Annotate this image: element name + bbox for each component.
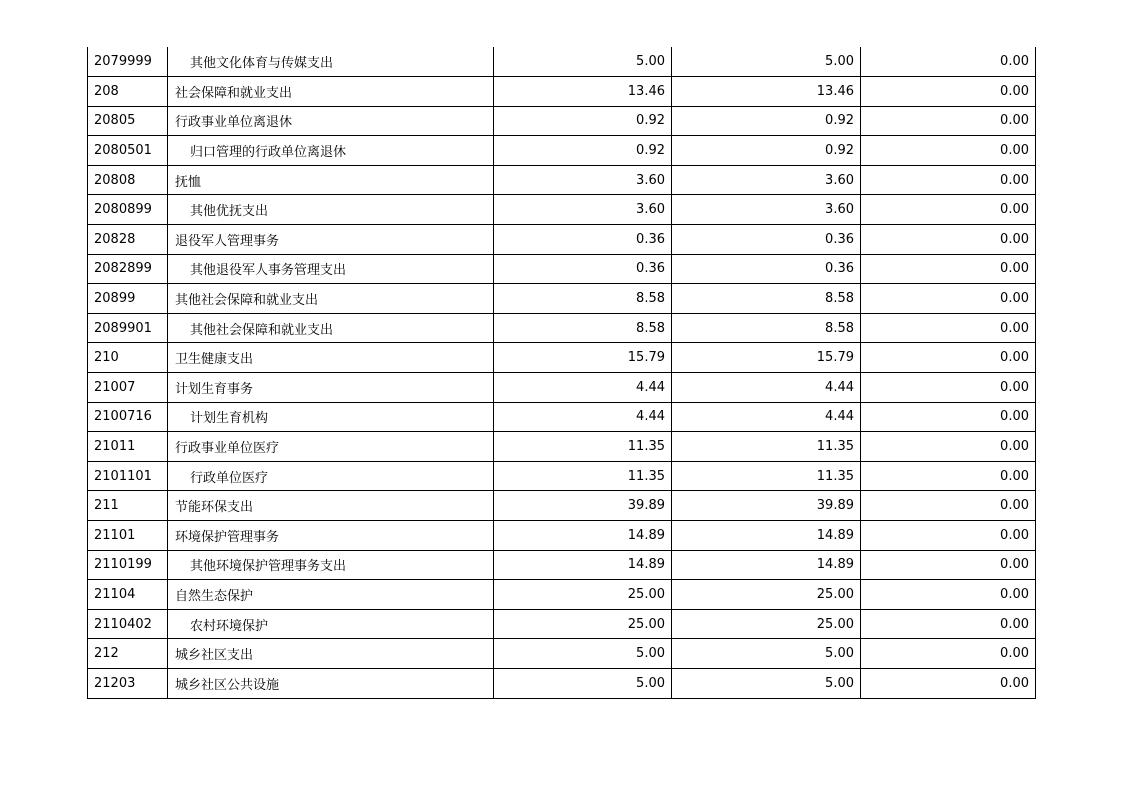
table-body: [88, 47, 1036, 698]
amount-project-cell: 0.00: [861, 254, 1036, 284]
account-code-cell: 20828: [88, 225, 168, 255]
amount-total-cell: 5.00: [494, 639, 672, 669]
amount-total-cell: 8.58: [494, 284, 672, 314]
account-code-cell: 2100716: [88, 402, 168, 432]
account-name-cell: 节能环保支出: [168, 491, 494, 521]
amount-basic-cell: 14.89: [672, 550, 861, 580]
account-code-cell: 2089901: [88, 313, 168, 343]
table-row: [88, 461, 1036, 491]
amount-project-cell: 0.00: [861, 639, 1036, 669]
account-name-cell: 其他退役军人事务管理支出: [168, 254, 494, 284]
amount-project-cell: 0.00: [861, 136, 1036, 166]
table-row: [88, 254, 1036, 284]
account-name-cell: 退役军人管理事务: [168, 225, 494, 255]
amount-basic-cell: 3.60: [672, 195, 861, 225]
amount-total-cell: 5.00: [494, 47, 672, 77]
amount-basic-cell: 13.46: [672, 77, 861, 107]
amount-total-cell: 39.89: [494, 491, 672, 521]
account-code-cell: 2080501: [88, 136, 168, 166]
account-code-cell: 211: [88, 491, 168, 521]
amount-project-cell: 0.00: [861, 106, 1036, 136]
table-row: [88, 373, 1036, 403]
amount-project-cell: 0.00: [861, 373, 1036, 403]
amount-basic-cell: 5.00: [672, 639, 861, 669]
amount-basic-cell: 39.89: [672, 491, 861, 521]
account-name-cell: 其他环境保护管理事务支出: [168, 550, 494, 580]
amount-basic-cell: 4.44: [672, 402, 861, 432]
account-code-cell: 2110402: [88, 609, 168, 639]
amount-basic-cell: 15.79: [672, 343, 861, 373]
amount-total-cell: 8.58: [494, 313, 672, 343]
account-name-cell: 计划生育事务: [168, 373, 494, 403]
amount-basic-cell: 5.00: [672, 47, 861, 77]
amount-project-cell: 0.00: [861, 432, 1036, 462]
amount-total-cell: 25.00: [494, 609, 672, 639]
amount-project-cell: 0.00: [861, 580, 1036, 610]
amount-total-cell: 5.00: [494, 668, 672, 698]
table-row: [88, 225, 1036, 255]
amount-project-cell: 0.00: [861, 550, 1036, 580]
table-row: [88, 550, 1036, 580]
amount-project-cell: 0.00: [861, 225, 1036, 255]
amount-total-cell: 15.79: [494, 343, 672, 373]
table-row: [88, 106, 1036, 136]
account-code-cell: 21104: [88, 580, 168, 610]
account-name-cell: 环境保护管理事务: [168, 521, 494, 551]
budget-table-sheet: [87, 47, 1035, 699]
account-code-cell: 20899: [88, 284, 168, 314]
account-name-cell: 其他文化体育与传媒支出: [168, 47, 494, 77]
amount-basic-cell: 11.35: [672, 461, 861, 491]
amount-total-cell: 14.89: [494, 521, 672, 551]
account-code-cell: 2110199: [88, 550, 168, 580]
account-name-cell: 行政事业单位离退休: [168, 106, 494, 136]
amount-project-cell: 0.00: [861, 313, 1036, 343]
account-code-cell: 21203: [88, 668, 168, 698]
table-row: [88, 639, 1036, 669]
amount-total-cell: 0.92: [494, 106, 672, 136]
table-row: [88, 195, 1036, 225]
table-row: [88, 668, 1036, 698]
amount-total-cell: 0.36: [494, 254, 672, 284]
table-row: [88, 165, 1036, 195]
table-row: [88, 432, 1036, 462]
amount-basic-cell: 11.35: [672, 432, 861, 462]
amount-project-cell: 0.00: [861, 165, 1036, 195]
amount-basic-cell: 8.58: [672, 284, 861, 314]
amount-project-cell: 0.00: [861, 77, 1036, 107]
amount-total-cell: 3.60: [494, 195, 672, 225]
amount-total-cell: 13.46: [494, 77, 672, 107]
table-row: [88, 521, 1036, 551]
amount-total-cell: 14.89: [494, 550, 672, 580]
amount-basic-cell: 3.60: [672, 165, 861, 195]
table-row: [88, 580, 1036, 610]
amount-project-cell: 0.00: [861, 195, 1036, 225]
account-code-cell: 2080899: [88, 195, 168, 225]
amount-project-cell: 0.00: [861, 47, 1036, 77]
account-code-cell: 21101: [88, 521, 168, 551]
table-row: [88, 609, 1036, 639]
amount-basic-cell: 0.36: [672, 254, 861, 284]
account-name-cell: 城乡社区公共设施: [168, 668, 494, 698]
table-row: [88, 77, 1036, 107]
amount-basic-cell: 25.00: [672, 580, 861, 610]
amount-total-cell: 3.60: [494, 165, 672, 195]
account-code-cell: 20808: [88, 165, 168, 195]
table-row: [88, 491, 1036, 521]
amount-total-cell: 25.00: [494, 580, 672, 610]
table-row: [88, 136, 1036, 166]
account-name-cell: 自然生态保护: [168, 580, 494, 610]
account-code-cell: 2082899: [88, 254, 168, 284]
amount-project-cell: 0.00: [861, 491, 1036, 521]
account-name-cell: 城乡社区支出: [168, 639, 494, 669]
account-name-cell: 计划生育机构: [168, 402, 494, 432]
table-row: [88, 343, 1036, 373]
amount-total-cell: 11.35: [494, 432, 672, 462]
amount-basic-cell: 0.36: [672, 225, 861, 255]
account-code-cell: 21011: [88, 432, 168, 462]
amount-project-cell: 0.00: [861, 461, 1036, 491]
account-code-cell: 212: [88, 639, 168, 669]
amount-basic-cell: 0.92: [672, 136, 861, 166]
amount-basic-cell: 5.00: [672, 668, 861, 698]
table-row: [88, 402, 1036, 432]
account-name-cell: 农村环境保护: [168, 609, 494, 639]
account-name-cell: 归口管理的行政单位离退休: [168, 136, 494, 166]
table-row: [88, 47, 1036, 77]
amount-project-cell: 0.00: [861, 609, 1036, 639]
amount-project-cell: 0.00: [861, 284, 1036, 314]
table-row: [88, 284, 1036, 314]
account-name-cell: 抚恤: [168, 165, 494, 195]
amount-total-cell: 0.36: [494, 225, 672, 255]
account-code-cell: 2101101: [88, 461, 168, 491]
account-name-cell: 卫生健康支出: [168, 343, 494, 373]
account-code-cell: 21007: [88, 373, 168, 403]
amount-total-cell: 0.92: [494, 136, 672, 166]
amount-total-cell: 4.44: [494, 373, 672, 403]
amount-basic-cell: 14.89: [672, 521, 861, 551]
account-name-cell: 行政事业单位医疗: [168, 432, 494, 462]
account-name-cell: 其他社会保障和就业支出: [168, 284, 494, 314]
account-code-cell: 210: [88, 343, 168, 373]
amount-total-cell: 11.35: [494, 461, 672, 491]
amount-basic-cell: 25.00: [672, 609, 861, 639]
amount-project-cell: 0.00: [861, 668, 1036, 698]
amount-project-cell: 0.00: [861, 402, 1036, 432]
account-code-cell: 208: [88, 77, 168, 107]
amount-total-cell: 4.44: [494, 402, 672, 432]
account-name-cell: 其他优抚支出: [168, 195, 494, 225]
account-name-cell: 行政单位医疗: [168, 461, 494, 491]
amount-project-cell: 0.00: [861, 521, 1036, 551]
expenditure-table: [87, 47, 1036, 699]
account-code-cell: 20805: [88, 106, 168, 136]
account-code-cell: 2079999: [88, 47, 168, 77]
account-name-cell: 社会保障和就业支出: [168, 77, 494, 107]
amount-basic-cell: 4.44: [672, 373, 861, 403]
account-name-cell: 其他社会保障和就业支出: [168, 313, 494, 343]
amount-project-cell: 0.00: [861, 343, 1036, 373]
table-row: [88, 313, 1036, 343]
amount-basic-cell: 8.58: [672, 313, 861, 343]
amount-basic-cell: 0.92: [672, 106, 861, 136]
